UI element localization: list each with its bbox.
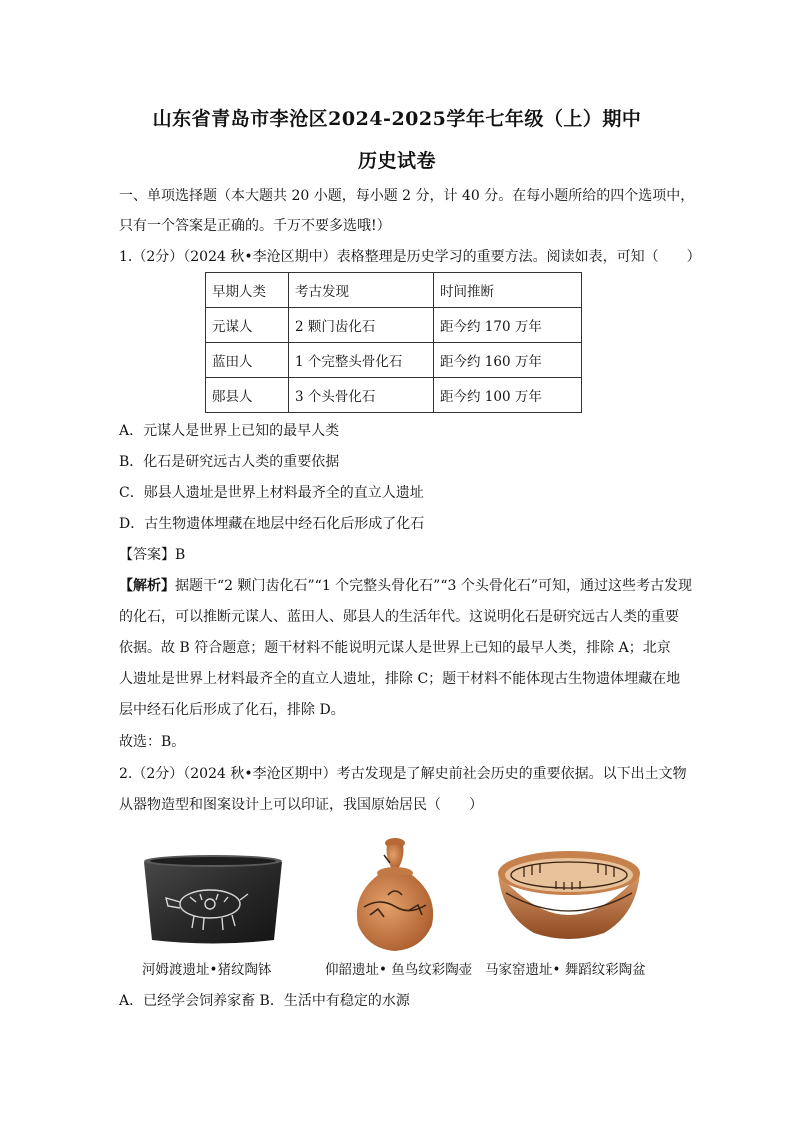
question-1-answer: 【答案】B [119, 547, 186, 563]
section-heading-line1: 一、单项选择题（本大题共 20 小题，每小题 2 分，计 40 分。在每小题所给的四个选项中， [119, 188, 695, 204]
table-cell: 距今约 160 万年 [434, 343, 582, 378]
artifact-caption-3: 马家窑遗址• 舞蹈纹彩陶盆 [485, 962, 646, 978]
table-cell: 距今约 170 万年 [434, 308, 582, 343]
analysis-text: 据题干“2 颗门齿化石”“1 个完整头骨化石”“3 个头骨化石”可知，通过这些考古发现 [175, 578, 693, 594]
table-cell: 1 个完整头骨化石 [289, 343, 434, 378]
table-cell: 元谋人 [206, 308, 289, 343]
question-1-analysis-line: 层中经石化后形成了化石，排除 D。 [119, 702, 345, 718]
table-row [206, 343, 582, 378]
question-1-analysis-line: 依据。故 B 符合题意；题干材料不能说明元谋人是世界上已知的最早人类，排除 A；北京 [119, 640, 671, 656]
pig-pattern-bowl-image [138, 852, 288, 947]
table-cell: 郧县人 [206, 378, 289, 413]
analysis-label: 【解析】 [119, 578, 175, 594]
question-1-option-c: C．郧县人遗址是世界上材料最齐全的直立人遗址 [119, 485, 424, 501]
table-header-cell: 考古发现 [289, 273, 434, 308]
question-1-option-d: D．古生物遗体埋藏在地层中经石化后形成了化石 [119, 516, 425, 532]
question-2-stem-line1: 2.（2分）（2024 秋•李沧区期中）考古发现是了解史前社会历史的重要依据。以下出土文物 [119, 766, 687, 782]
fossil-table [205, 272, 582, 413]
table-header-cell: 早期人类 [206, 273, 289, 308]
question-1-option-b: B．化石是研究远古人类的重要依据 [119, 454, 340, 470]
question-1-option-a: A．元谋人是世界上已知的最早人类 [119, 423, 340, 439]
question-2-stem-line2: 从器物造型和图案设计上可以印证，我国原始居民（ ） [119, 797, 483, 813]
table-header-cell: 时间推断 [434, 273, 582, 308]
fish-bird-pot-image [348, 835, 443, 955]
question-1-analysis-line [119, 576, 692, 596]
question-1-conclusion: 故选：B。 [119, 734, 186, 750]
question-2-options-line: A．已经学会饲养家畜 B．生活中有稳定的水源 [119, 993, 410, 1009]
table-header-row [206, 273, 582, 308]
dancing-pattern-basin-image [494, 845, 644, 945]
question-1-analysis-line: 人遗址是世界上材料最齐全的直立人遗址，排除 C；题干材料不能体现古生物遗体埋藏在地 [119, 671, 681, 687]
question-1-stem: 1.（2分）（2024 秋•李沧区期中）表格整理是历史学习的重要方法。阅读如表，可知（ ） [119, 249, 701, 265]
table-cell: 距今约 100 万年 [434, 378, 582, 413]
table-cell: 蓝田人 [206, 343, 289, 378]
artifact-caption-2: 仰韶遗址• 鱼鸟纹彩陶壶 [325, 962, 473, 978]
table-row [206, 308, 582, 343]
exam-title: 山东省青岛市李沧区2024-2025学年七年级（上）期中 [152, 108, 642, 130]
table-row [206, 378, 582, 413]
table-cell: 3 个头骨化石 [289, 378, 434, 413]
artifact-caption-1: 河姆渡遗址•猪纹陶钵 [142, 962, 272, 978]
table-cell: 2 颗门齿化石 [289, 308, 434, 343]
exam-subject-title: 历史试卷 [357, 150, 436, 172]
question-1-analysis-line: 的化石，可以推断元谋人、蓝田人、郧县人的生活年代。这说明化石是研究远古人类的重要 [119, 609, 679, 625]
section-heading-line2: 只有一个答案是正确的。千万不要多选哦!） [119, 218, 391, 234]
